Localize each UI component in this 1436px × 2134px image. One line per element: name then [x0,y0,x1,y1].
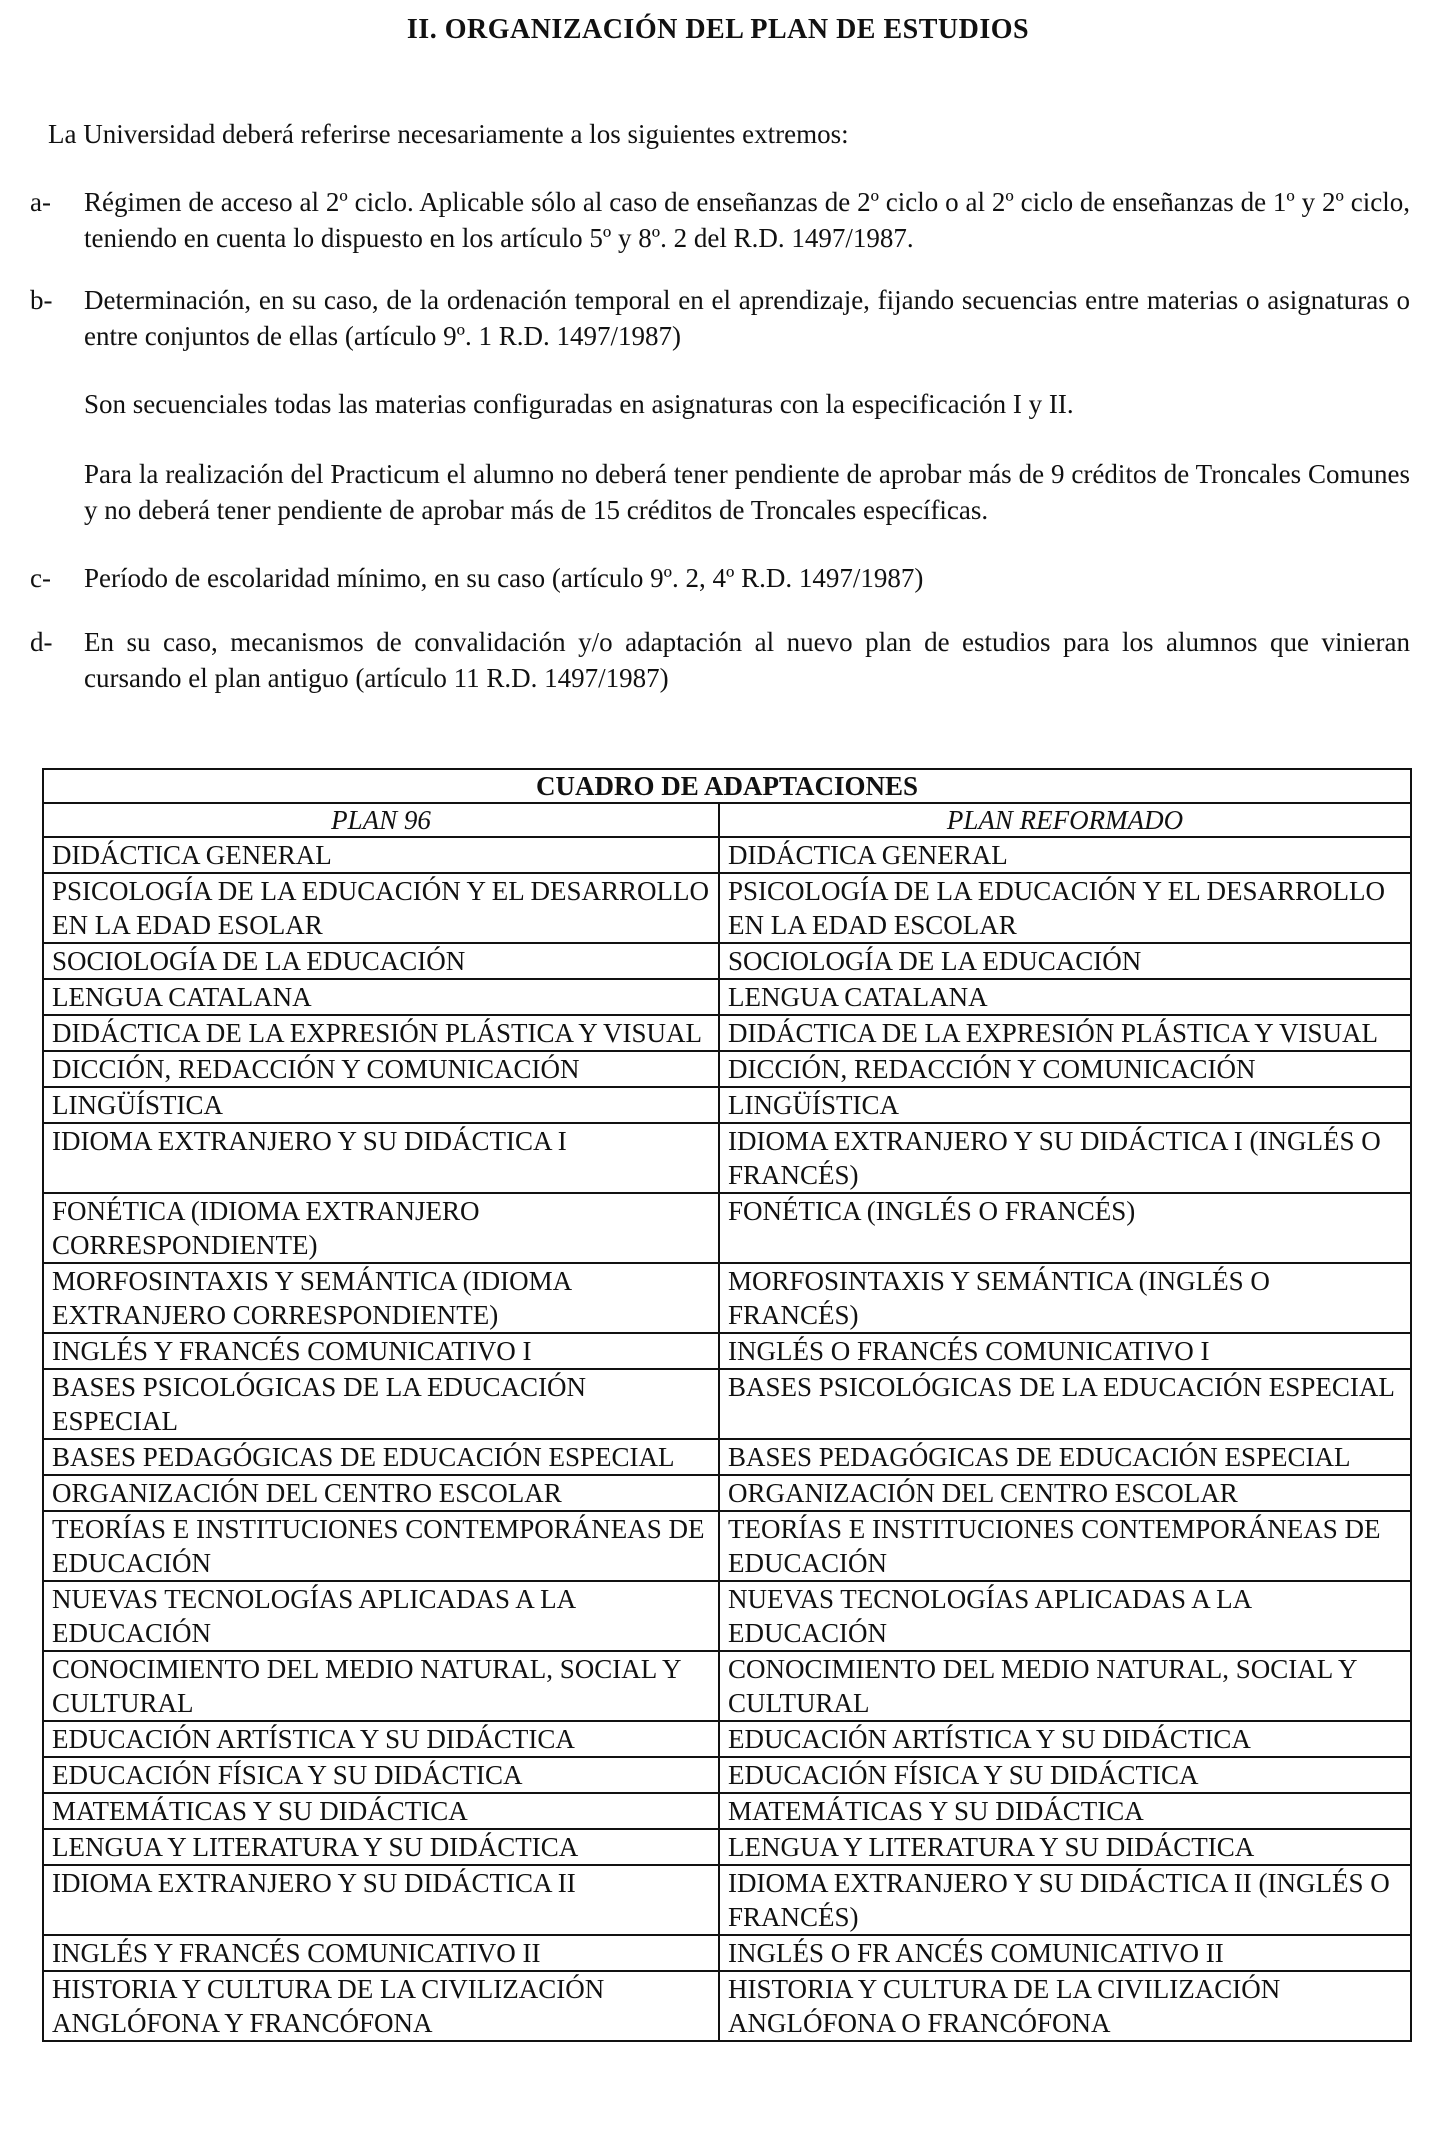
cell-plan-96: MORFOSINTAXIS Y SEMÁNTICA (IDIOMA EXTRANJERO CORRESPONDIENTE) [43,1263,719,1333]
cell-plan-96: DICCIÓN, REDACCIÓN Y COMUNICACIÓN [43,1051,719,1087]
table-body [43,837,1411,2041]
list-marker: d- [30,627,53,657]
cell-plan-reformado: IDIOMA EXTRANJERO Y SU DIDÁCTICA II (INGLÉS O FRANCÉS) [719,1865,1411,1935]
cell-plan-reformado: BASES PSICOLÓGICAS DE LA EDUCACIÓN ESPECIAL [719,1369,1411,1439]
cell-plan-96: NUEVAS TECNOLOGÍAS APLICADAS A LA EDUCACIÓN [43,1581,719,1651]
table-row [43,1829,1411,1865]
cell-plan-96: PSICOLOGÍA DE LA EDUCACIÓN Y EL DESARROLLO EN LA EDAD ESOLAR [43,873,719,943]
cell-plan-reformado: BASES PEDAGÓGICAS DE EDUCACIÓN ESPECIAL [719,1439,1411,1475]
cell-plan-reformado: EDUCACIÓN ARTÍSTICA Y SU DIDÁCTICA [719,1721,1411,1757]
cell-plan-reformado: PSICOLOGÍA DE LA EDUCACIÓN Y EL DESARROLLO EN LA EDAD ESCOLAR [719,873,1411,943]
cell-plan-96: EDUCACIÓN ARTÍSTICA Y SU DIDÁCTICA [43,1721,719,1757]
cell-plan-96: BASES PEDAGÓGICAS DE EDUCACIÓN ESPECIAL [43,1439,719,1475]
table-row [43,1935,1411,1971]
cell-plan-reformado: NUEVAS TECNOLOGÍAS APLICADAS A LA EDUCACIÓN [719,1581,1411,1651]
cell-plan-96: MATEMÁTICAS Y SU DIDÁCTICA [43,1793,719,1829]
table-row [43,1193,1411,1263]
cell-plan-96: FONÉTICA (IDIOMA EXTRANJERO CORRESPONDIENTE) [43,1193,719,1263]
cell-plan-reformado: SOCIOLOGÍA DE LA EDUCACIÓN [719,943,1411,979]
cell-plan-96: HISTORIA Y CULTURA DE LA CIVILIZACIÓN ANGLÓFONA Y FRANCÓFONA [43,1971,719,2041]
column-header-plan-96: PLAN 96 [43,803,719,837]
list-item-text: Determinación, en su caso, de la ordenación temporal en el aprendizaje, fijando secuencias entre materias o asignaturas o entre conjuntos de ellas (artículo 9º. 1 R.D. 1497/1987) [84,285,1410,351]
cell-plan-96: DIDÁCTICA DE LA EXPRESIÓN PLÁSTICA Y VISUAL [43,1015,719,1051]
cell-plan-reformado: HISTORIA Y CULTURA DE LA CIVILIZACIÓN ANGLÓFONA O FRANCÓFONA [719,1971,1411,2041]
adaptations-table [42,768,1412,2042]
cell-plan-reformado: EDUCACIÓN FÍSICA Y SU DIDÁCTICA [719,1757,1411,1793]
table-row [43,1015,1411,1051]
list-marker: c- [30,563,51,593]
table-row [43,1651,1411,1721]
cell-plan-reformado: INGLÉS O FRANCÉS COMUNICATIVO I [719,1333,1411,1369]
table-row [43,979,1411,1015]
list-marker: a- [30,187,51,217]
table-row [43,1369,1411,1439]
table-row [43,1051,1411,1087]
column-header-plan-reformado: PLAN REFORMADO [719,803,1411,837]
cell-plan-reformado: ORGANIZACIÓN DEL CENTRO ESCOLAR [719,1475,1411,1511]
table-caption: CUADRO DE ADAPTACIONES [43,769,1411,803]
table-row [43,1333,1411,1369]
cell-plan-reformado: INGLÉS O FR ANCÉS COMUNICATIVO II [719,1935,1411,1971]
cell-plan-96: DIDÁCTICA GENERAL [43,837,719,873]
table-row [43,1263,1411,1333]
table-row [43,1721,1411,1757]
cell-plan-96: TEORÍAS E INSTITUCIONES CONTEMPORÁNEAS DE EDUCACIÓN [43,1511,719,1581]
cell-plan-96: IDIOMA EXTRANJERO Y SU DIDÁCTICA I [43,1123,719,1193]
cell-plan-reformado: CONOCIMIENTO DEL MEDIO NATURAL, SOCIAL Y CULTURAL [719,1651,1411,1721]
table-row [43,837,1411,873]
cell-plan-96: CONOCIMIENTO DEL MEDIO NATURAL, SOCIAL Y CULTURAL [43,1651,719,1721]
cell-plan-96: INGLÉS Y FRANCÉS COMUNICATIVO II [43,1935,719,1971]
cell-plan-96: LENGUA Y LITERATURA Y SU DIDÁCTICA [43,1829,719,1865]
table-row [43,1439,1411,1475]
cell-plan-reformado: TEORÍAS E INSTITUCIONES CONTEMPORÁNEAS DE EDUCACIÓN [719,1511,1411,1581]
cell-plan-reformado: MORFOSINTAXIS Y SEMÁNTICA (INGLÉS O FRANCÉS) [719,1263,1411,1333]
note-paragraph: Para la realización del Practicum el alumno no deberá tener pendiente de aprobar más de 9 créditos de Troncales Comunes y no deberá tener pendiente de aprobar más de 15 créditos de Troncales específicas. [84,459,1410,525]
table-row [43,1865,1411,1935]
cell-plan-96: EDUCACIÓN FÍSICA Y SU DIDÁCTICA [43,1757,719,1793]
table-row [43,1511,1411,1581]
section-heading: II. ORGANIZACIÓN DEL PLAN DE ESTUDIOS [406,14,1030,45]
table-row [43,1123,1411,1193]
list-item-text: En su caso, mecanismos de convalidación y/o adaptación al nuevo plan de estudios para los alumnos que vinieran cursando el plan antiguo (artículo 11 R.D. 1497/1987) [84,627,1410,693]
table-row [43,1757,1411,1793]
cell-plan-reformado: MATEMÁTICAS Y SU DIDÁCTICA [719,1793,1411,1829]
cell-plan-96: IDIOMA EXTRANJERO Y SU DIDÁCTICA II [43,1865,719,1935]
list-item-text: Período de escolaridad mínimo, en su caso (artículo 9º. 2, 4º R.D. 1497/1987) [84,563,924,593]
table-row [43,1971,1411,2041]
cell-plan-96: ORGANIZACIÓN DEL CENTRO ESCOLAR [43,1475,719,1511]
table-row [43,1581,1411,1651]
table-row [43,1087,1411,1123]
cell-plan-reformado: DIDÁCTICA DE LA EXPRESIÓN PLÁSTICA Y VISUAL [719,1015,1411,1051]
cell-plan-96: SOCIOLOGÍA DE LA EDUCACIÓN [43,943,719,979]
cell-plan-reformado: DIDÁCTICA GENERAL [719,837,1411,873]
list-item-text: Régimen de acceso al 2º ciclo. Aplicable sólo al caso de enseñanzas de 2º ciclo o al 2º ciclo de enseñanzas de 1º y 2º ciclo, teniendo en cuenta lo dispuesto en los artículo 5º y 8º. 2 del R.D. 1497/1987. [84,187,1410,253]
table-row [43,1475,1411,1511]
cell-plan-96: BASES PSICOLÓGICAS DE LA EDUCACIÓN ESPECIAL [43,1369,719,1439]
list-marker: b- [30,285,53,315]
cell-plan-reformado: IDIOMA EXTRANJERO Y SU DIDÁCTICA I (INGLÉS O FRANCÉS) [719,1123,1411,1193]
note-paragraph: Son secuenciales todas las materias configuradas en asignaturas con la especificación I y II. [84,389,1074,419]
table-row [43,873,1411,943]
cell-plan-reformado: LENGUA Y LITERATURA Y SU DIDÁCTICA [719,1829,1411,1865]
cell-plan-96: INGLÉS Y FRANCÉS COMUNICATIVO I [43,1333,719,1369]
table-row [43,943,1411,979]
cell-plan-reformado: LINGÜÍSTICA [719,1087,1411,1123]
cell-plan-reformado: LENGUA CATALANA [719,979,1411,1015]
table-row [43,1793,1411,1829]
cell-plan-96: LINGÜÍSTICA [43,1087,719,1123]
cell-plan-96: LENGUA CATALANA [43,979,719,1015]
cell-plan-reformado: DICCIÓN, REDACCIÓN Y COMUNICACIÓN [719,1051,1411,1087]
cell-plan-reformado: FONÉTICA (INGLÉS O FRANCÉS) [719,1193,1411,1263]
intro-text: La Universidad deberá referirse necesariamente a los siguientes extremos: [48,119,849,149]
